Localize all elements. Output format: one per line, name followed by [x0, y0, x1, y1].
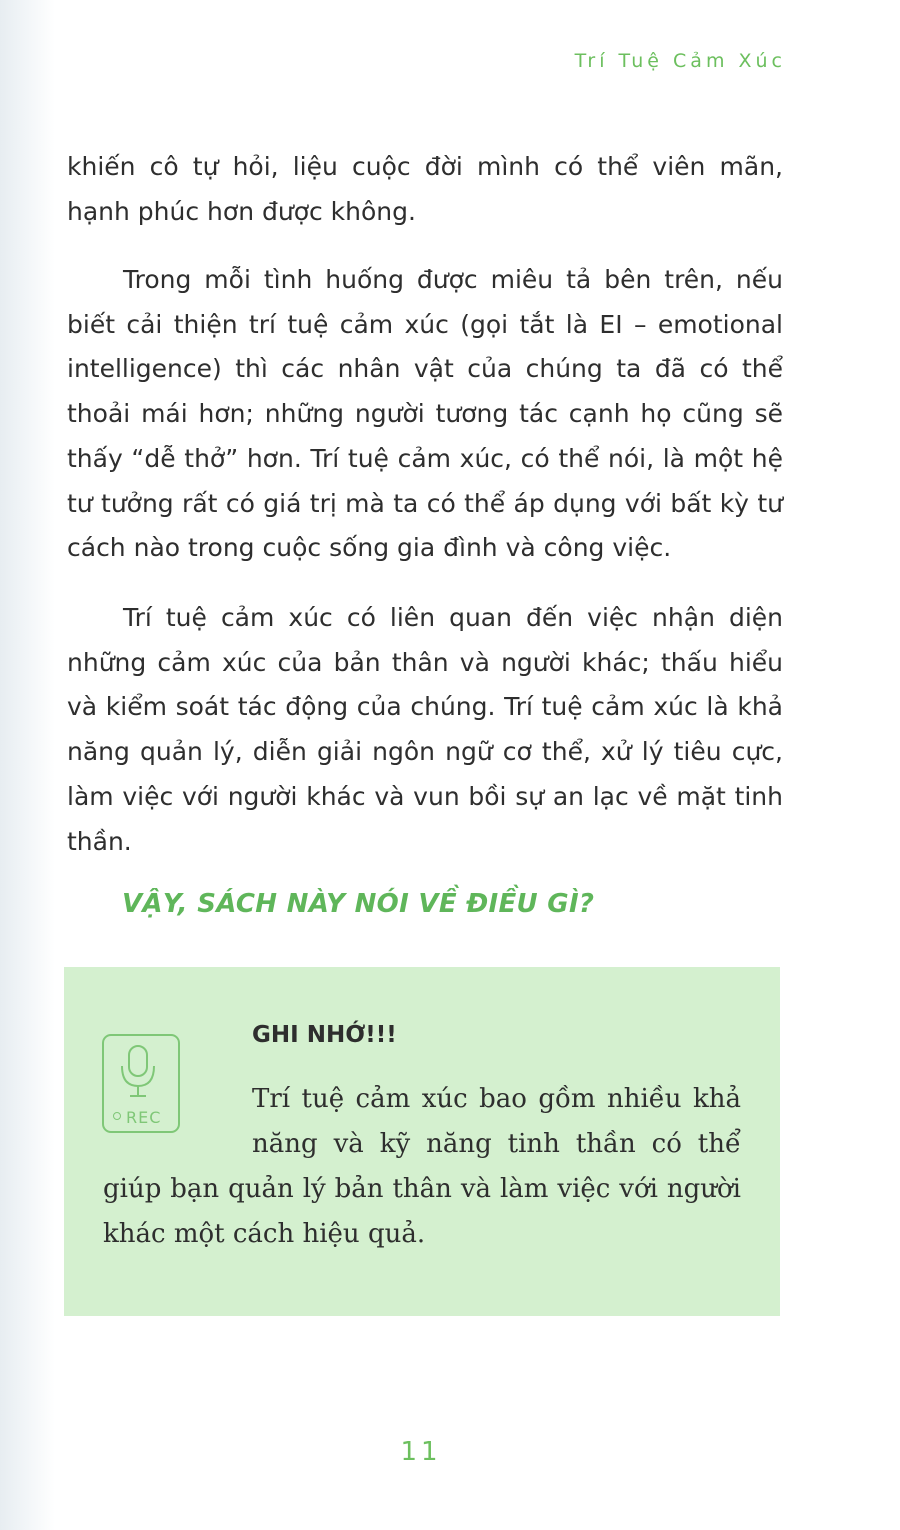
note-title: GHI NHỚ!!! — [252, 1022, 397, 1048]
note-text-block — [103, 1077, 741, 1257]
section-heading: VẬY, SÁCH NÀY NÓI VỀ ĐIỀU GÌ? — [122, 889, 595, 919]
note-text: Trí tuệ cảm xúc bao gồm nhiều khả năng và kỹ năng tinh thần có thể giúp bạn quản lý bản thân và làm việc với người khác một cách hiệu quả. — [103, 1084, 741, 1249]
body-paragraph-1: khiến cô tự hỏi, liệu cuộc đời mình có thể viên mãn, hạnh phúc hơn được không. — [67, 152, 783, 226]
body-paragraph-2: Trong mỗi tình huống được miêu tả bên trên, nếu biết cải thiện trí tuệ cảm xúc (gọi tắt là EI – emotional intelligence) thì các nhân vật của chúng ta đã có thể thoải mái hơn; những người tương tác cạnh họ cũng sẽ thấy “dễ thở” hơn. Trí tuệ cảm xúc, có thể nói, là một hệ tư tưởng rất có giá trị mà ta có thể áp dụng với bất kỳ tư cách nào trong cuộc sống gia đình và công việc. — [67, 265, 783, 563]
remember-note-box — [64, 967, 780, 1316]
page-gutter-shadow — [0, 0, 55, 1530]
page-number: 11 — [400, 1437, 442, 1467]
body-paragraph-3: Trí tuệ cảm xúc có liên quan đến việc nhận diện những cảm xúc của bản thân và người khác; thấu hiểu và kiểm soát tác động của chúng. Trí tuệ cảm xúc là khả năng quản lý, diễn giải ngôn ngữ cơ thể, xử lý tiêu cực, làm việc với người khác và vun bồi sự an lạc về mặt tinh thần. — [67, 603, 783, 856]
running-header-title: Trí Tuệ Cảm Xúc — [574, 50, 786, 72]
rec-label: REC — [126, 1108, 162, 1127]
